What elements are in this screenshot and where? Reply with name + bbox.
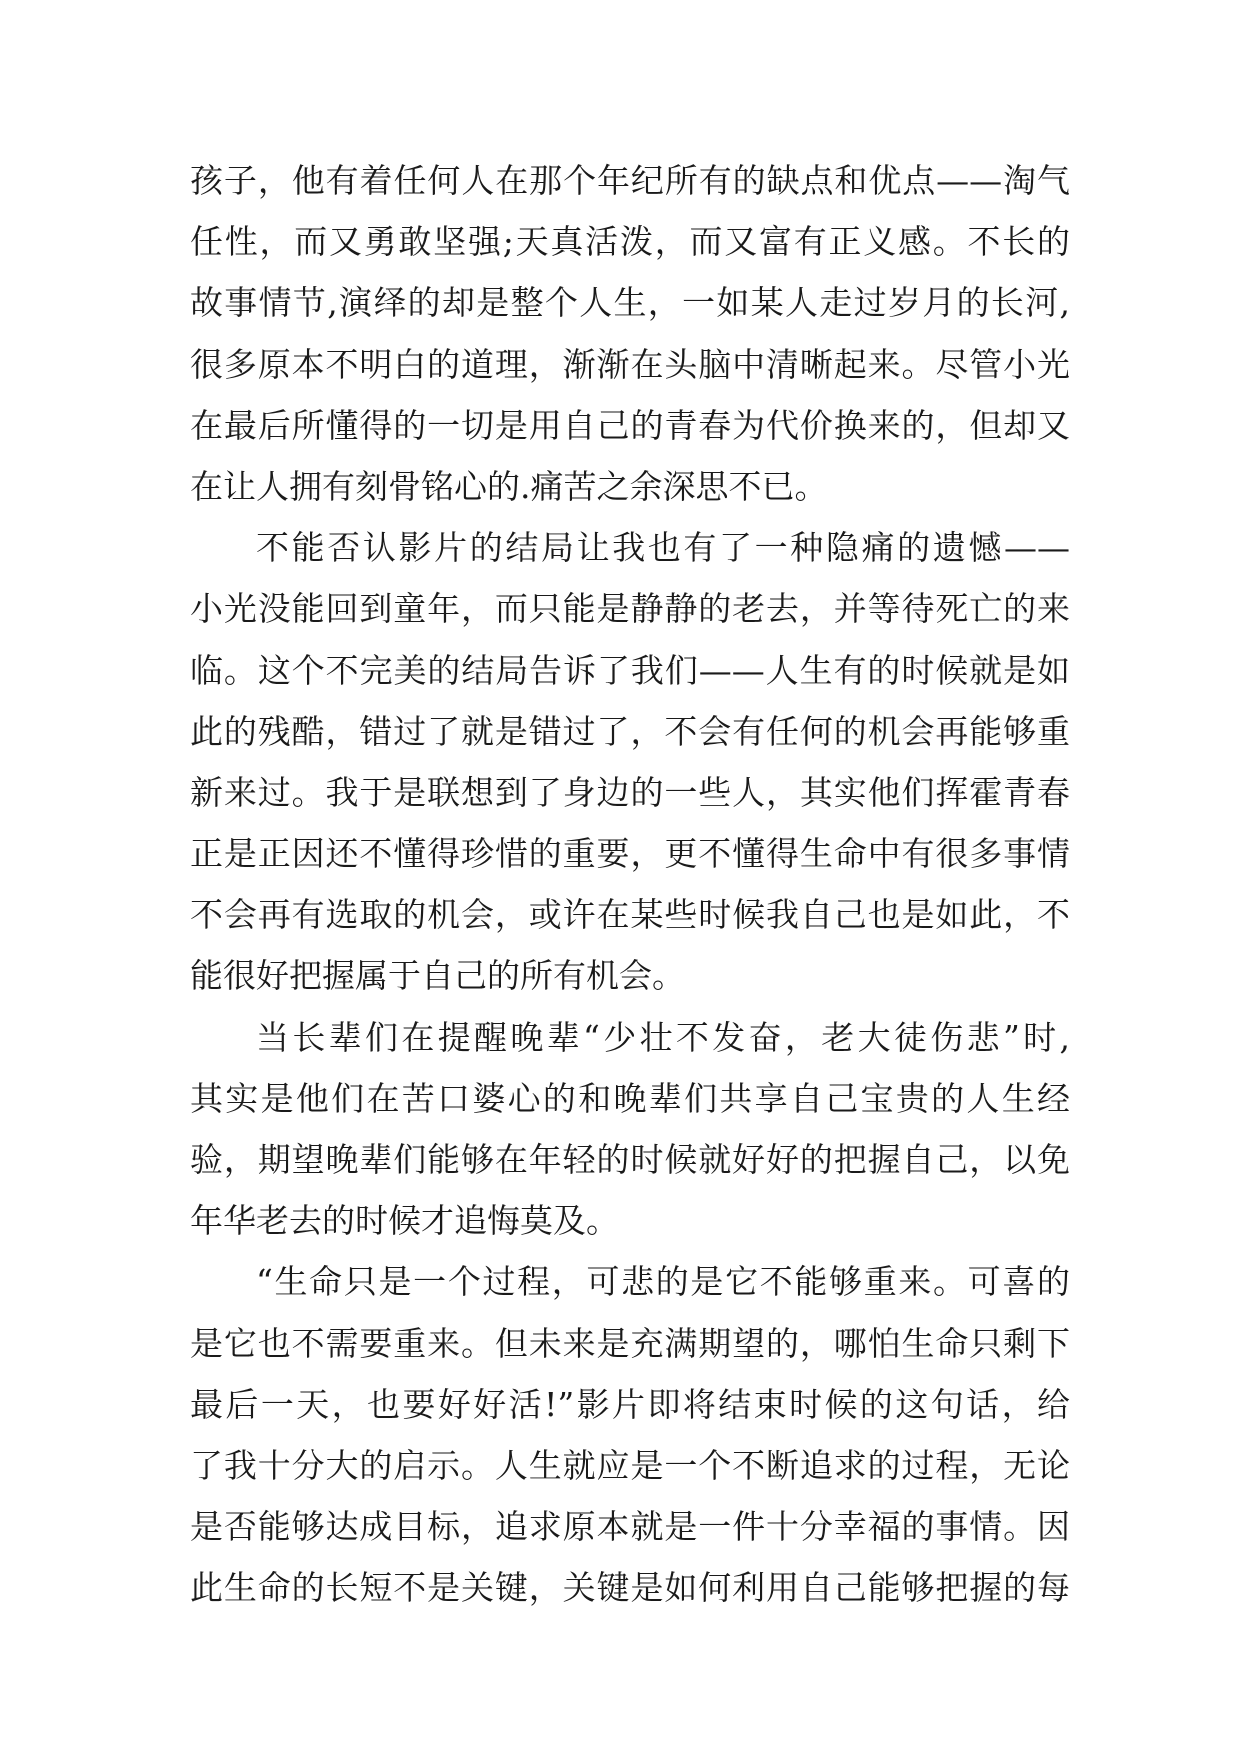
paragraph-2-line-2: 小光没能回到童年，而只能是静静的老去，并等待死亡的来 <box>190 589 1070 629</box>
paragraph-3-line-4: 年华老去的时候才追悔莫及。 <box>190 1201 619 1241</box>
paragraph-1-line-2: 任性，而又勇敢坚强;天真活泼，而又富有正义感。不长的 <box>190 222 1070 262</box>
paragraph-2-line-8: 能很好把握属于自己的所有机会。 <box>190 956 685 996</box>
paragraph-1-line-3: 故事情节,演绎的却是整个人生，一如某人走过岁月的长河, <box>190 283 1070 323</box>
paragraph-4-line-5: 是否能够达成目标，追求原本就是一件十分幸福的事情。因 <box>190 1507 1070 1547</box>
paragraph-2-line-1: 不能否认影片的结局让我也有了一种隐痛的遗憾—— <box>256 528 1070 568</box>
paragraph-3-line-3: 验，期望晚辈们能够在年轻的时候就好好的把握自己，以免 <box>190 1140 1070 1179</box>
paragraph-4-line-4: 了我十分大的启示。人生就应是一个不断追求的过程，无论 <box>190 1445 1070 1485</box>
paragraph-4-line-3: 最后一天，也要好好活!”影片即将结束时候的这句话，给 <box>190 1384 1070 1424</box>
paragraph-4-line-6: 此生命的长短不是关键，关键是如何利用自己能够把握的每 <box>190 1568 1070 1608</box>
paragraph-4-line-2: 是它也不需要重来。但未来是充满期望的，哪怕生命只剩下 <box>190 1323 1070 1363</box>
paragraph-1-line-4: 很多原本不明白的道理，渐渐在头脑中清晰起来。尽管小光 <box>190 344 1070 384</box>
paragraph-2-line-4: 此的残酷，错过了就是错过了，不会有任何的机会再能够重 <box>190 711 1070 751</box>
body-text <box>190 150 1070 1619</box>
paragraph-4-line-1: “生命只是一个过程，可悲的是它不能够重来。可喜的 <box>256 1262 1070 1302</box>
paragraph-3-line-1: 当长辈们在提醒晚辈“少壮不发奋，老大徒伤悲”时, <box>256 1017 1070 1057</box>
paragraph-2-line-6: 正是正因还不懂得珍惜的重要，更不懂得生命中有很多事情 <box>190 834 1070 874</box>
paragraph-2-line-5: 新来过。我于是联想到了身边的一些人，其实他们挥霍青春 <box>190 772 1070 812</box>
paragraph-2-line-7: 不会再有选取的机会，或许在某些时候我自己也是如此，不 <box>190 895 1070 935</box>
paragraph-3-line-2: 其实是他们在苦口婆心的和晚辈们共享自己宝贵的人生经 <box>190 1078 1070 1118</box>
paragraph-1-line-5: 在最后所懂得的一切是用自己的青春为代价换来的，但却又 <box>190 405 1070 445</box>
paragraph-1-line-6: 在让人拥有刻骨铭心的.痛苦之余深思不已。 <box>190 466 828 506</box>
paragraph-1-line-1: 孩子，他有着任何人在那个年纪所有的缺点和优点——淘气 <box>190 161 1070 200</box>
paragraph-2-line-3: 临。这个不完美的结局告诉了我们——人生有的时候就是如 <box>190 650 1070 690</box>
